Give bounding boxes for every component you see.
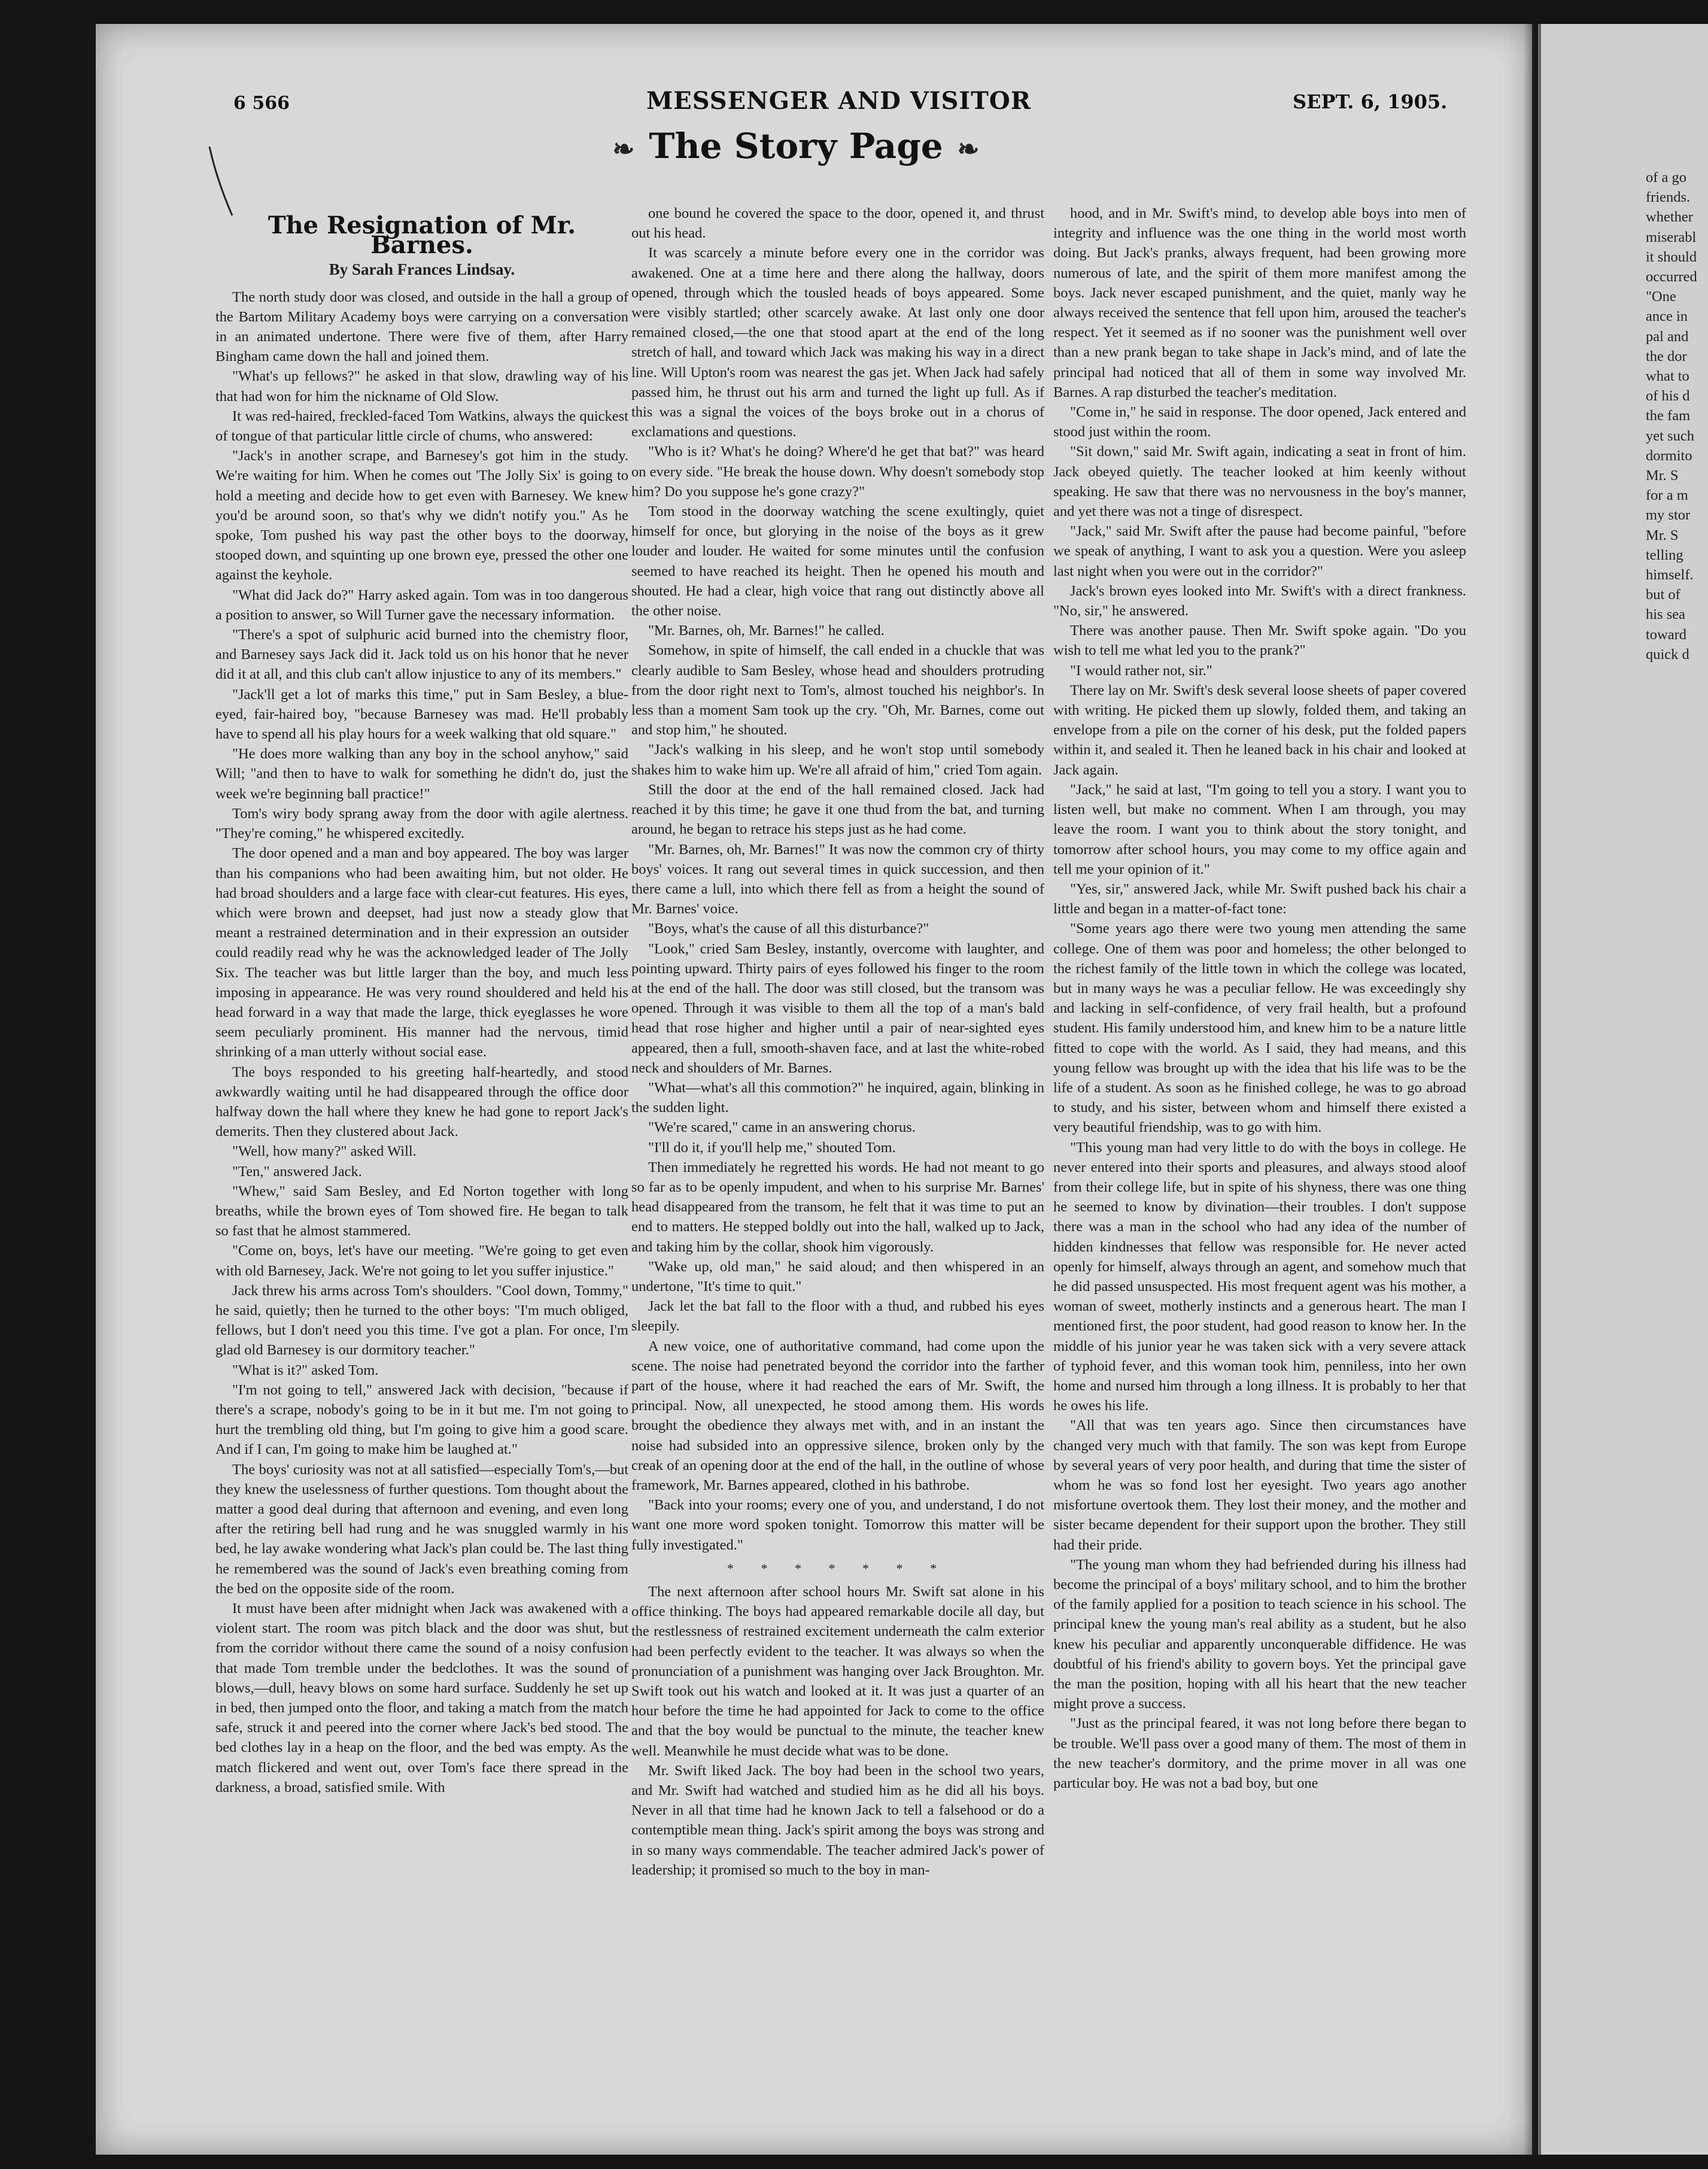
paragraph: "There's a spot of sulphuric acid burned into the chemistry floor, and Barnesey says Jack did it. Jack told us on his honor that he never did it at all, and this club can't allow injustice to any of its members." bbox=[215, 627, 628, 683]
article-column-2 bbox=[631, 203, 1044, 2143]
fragment-line: Mr. S bbox=[1646, 467, 1679, 484]
paragraph: There lay on Mr. Swift's desk several loose sheets of paper covered with writing. He picked them up slowly, folded them, and taking an envelope from a pile on the corner of his desk, put the folded papers within it, and sealed it. Then he leaned back in his chair and looked at Jack again. bbox=[1053, 682, 1466, 778]
story-title: The Resignation of Mr. Barnes. bbox=[268, 211, 576, 260]
fragment-line: friends. bbox=[1646, 189, 1691, 206]
paragraph: Tom stood in the doorway watching the scene exultingly, quiet himself for once, but glorying in the noise of the boys as it grew louder and louder. He waited for some minutes until the confusion seemed to have reached its height. Then he opened his mouth and shouted. He had a clear, high voice that rang out distinctly above all the other noise. bbox=[631, 503, 1044, 619]
fragment-line: miserabl bbox=[1646, 229, 1697, 245]
paragraph: "Mr. Barnes, oh, Mr. Barnes!" he called. bbox=[648, 622, 885, 639]
fragment-line: whether bbox=[1646, 209, 1693, 226]
page-number: 6 566 bbox=[233, 93, 290, 114]
paragraph: It was red-haired, freckled-faced Tom Watkins, always the quickest of tongue of that particular little circle of chums, who answered: bbox=[215, 408, 628, 445]
paragraph: "Jack," said Mr. Swift after the pause had become painful, "before we speak of anything, I want to ask you a question. Were you asleep last night when you were out in the corridor?" bbox=[1053, 523, 1466, 579]
fragment-line: toward bbox=[1646, 626, 1687, 643]
issue-date: SEPT. 6, 1905. bbox=[1293, 90, 1448, 113]
paragraph: "What—what's all this commotion?" he inquired, again, blinking in the sudden light. bbox=[631, 1079, 1044, 1116]
paragraph: Then immediately he regretted his words. He had not meant to go so far as to be openly impudent, and when to his surprise Mr. Barnes' head disappeared from the transom, he felt that it was time to put an end to matters. He stepped boldly out into the hall, walked up to Jack, and taking him by the collar, shook him vigorously. bbox=[631, 1159, 1044, 1255]
article-column-1 bbox=[215, 203, 628, 2143]
fragment-line: Mr. S bbox=[1646, 527, 1679, 543]
paragraph: "Sit down," said Mr. Swift again, indicating a seat in front of him. Jack obeyed quietly. The teacher looked at him keenly without speaking. He saw that there was no nervousness in the boy's manner, and yet there was not a tinge of disrespect. bbox=[1053, 443, 1466, 520]
fragment-line: the fam bbox=[1646, 408, 1691, 424]
fragment-line: of a go bbox=[1646, 169, 1687, 186]
fragment-line: "One bbox=[1646, 288, 1676, 305]
paragraph: Somehow, in spite of himself, the call ended in a chuckle that was clearly audible to Sam Besley, whose head and shoulders protruding from the door right next to Tom's, almost touched his neighbor's. In less than a moment Sam took up the cry. "Oh, Mr. Barnes, come out and stop him," he shouted. bbox=[631, 642, 1044, 739]
adjacent-page-column-fragment bbox=[1646, 168, 1706, 2143]
paragraph: "Well, how many?" asked Will. bbox=[232, 1143, 417, 1160]
paragraph: "Some years ago there were two young men attending the same college. One of them was poor and homeless; the other belonged to the richest family of the little town in which the college was located, but in many ways he was a peculiar fellow. He was exceedingly shy and lacking in self-confidence, of very frail health, but a profound student. His family understood him, and knew him to be a nature little fitted to cope with the world. As I said, they had means, and this young fellow was brought up with the idea that his life was to be the life of a student. As soon as he finished college, he was to go abroad to study, and his sister, between whom and himself there existed a very beautiful friendship, was to go with him. bbox=[1053, 921, 1466, 1136]
paragraph: "Jack," he said at last, "I'm going to tell you a story. I want you to listen well, but make no comment. When I am through, you may leave the room. I want you to think about the story tonight, and tomorrow after school hours, you may come to my office again and tell me your opinion of it." bbox=[1053, 781, 1466, 877]
paragraph: "Whew," said Sam Besley, and Ed Norton together with long breaths, while the brown eyes of Tom showed fire. He began to talk so fast that he almost stammered. bbox=[215, 1183, 628, 1240]
fragment-line: himself. bbox=[1646, 567, 1694, 584]
paragraph: The door opened and a man and boy appeared. The boy was larger than his companions who had been awaiting him, but not older. He had broad shoulders and a large face with clear-cut features. His eyes, which were brown and deepset, had just now a steady glow that meant a restrained determination and in their expression an outsider could readily read why he was the acknowledged leader of The Jolly Six. The teacher was but little larger than the boy, and much less imposing in appearance. He was very round shouldered and held his head forward in a way that made the large, thick eyeglasses he wore seem peculiarly prominent. His manner had the nervous, timid shrinking of a man utterly without social ease. bbox=[215, 845, 628, 1061]
paragraph: "I'm not going to tell," answered Jack with decision, "because if there's a scrape, nobody's going to be in it but me. I'm not going to hurt the trembling old thing, but I'm going to give him a good scare. And if I can, I'm going to make him be laughed at." bbox=[215, 1381, 628, 1458]
paragraph: The north study door was closed, and outside in the hall a group of the Bartom Military Academy boys were carrying on a conversation in an animated undertone. There were five of them, after Harry Bingham came down the hall and joined them. bbox=[215, 288, 628, 365]
paragraph: "What is it?" asked Tom. bbox=[232, 1362, 379, 1378]
fragment-line: it should bbox=[1646, 248, 1697, 265]
paragraph: "Yes, sir," answered Jack, while Mr. Swift pushed back his chair a little and began in a matter-of-fact tone: bbox=[1053, 880, 1466, 918]
fragment-line: what to bbox=[1646, 368, 1689, 385]
section-title-text: The Story Page bbox=[649, 126, 943, 166]
fragment-line: the dor bbox=[1646, 348, 1687, 364]
paragraph: "Wake up, old man," he said aloud; and then whispered in an undertone, "It's time to quit." bbox=[631, 1258, 1044, 1295]
paragraph: "Come on, boys, let's have our meeting. "We're going to get even with old Barnesey, Jack. We're not going to let you suffer injustice." bbox=[215, 1243, 628, 1279]
fragment-line: of his d bbox=[1646, 388, 1690, 405]
paragraph: "What did Jack do?" Harry asked again. Tom was in too dangerous a position to answer, so Will Turner gave the necessary information. bbox=[215, 587, 628, 623]
paragraph: hood, and in Mr. Swift's mind, to develop able boys into men of integrity and influence was the one thing in the world most worth doing. But Jack's pranks, always frequent, had been growing more numerous of late, and the spirit of them more manifest among the boys. Jack never escaped punishment, and the quiet, manly way he always received the sentence that fell upon him, aroused the teacher's respect. Yet it seemed as if no sooner was the punishment well over than a new prank began to take shape in Jack's mind, and of late the principal had noticed that all of them in some way involved Mr. Barnes. A rap disturbed the teacher's meditation. bbox=[1053, 205, 1466, 400]
paragraph: "What's up fellows?" he asked in that slow, drawling way of his that had won for him the nickname of Old Slow. bbox=[215, 368, 628, 405]
fragment-line: for a m bbox=[1646, 487, 1688, 504]
fragment-line: dormito bbox=[1646, 447, 1692, 464]
paragraph: There was another pause. Then Mr. Swift spoke again. "Do you wish to tell me what led you to the prank?" bbox=[1053, 622, 1466, 659]
paragraph: Still the door at the end of the hall remained closed. Jack had reached it by this time; he gave it one thud from the bat, and turning around, he began to retrace his steps just as he had come. bbox=[631, 781, 1044, 838]
paragraph: Tom's wiry body sprang away from the door with agile alertness. "They're coming," he whispered excitedly. bbox=[215, 805, 628, 842]
right-ornament-icon: ❧ bbox=[957, 134, 980, 165]
section-title bbox=[586, 126, 1005, 180]
fragment-line: but of bbox=[1646, 587, 1680, 603]
paragraph: "Look," cried Sam Besley, instantly, overcome with laughter, and pointing upward. Thirty pairs of eyes followed his finger to the room at the end of the hall. The door was still closed, but the transom was opened. Through it was visible to them all the top of a man's bald head that rose higher and higher until a pair of near-sighted eyes appeared, then a full, smooth-shaven face, and at last the white-robed neck and shoulders of Mr. Barnes. bbox=[631, 940, 1044, 1076]
story-byline: By Sarah Frances Lindsay. bbox=[329, 260, 515, 279]
paragraph: "We're scared," came in an answering chorus. bbox=[648, 1119, 916, 1136]
article-column-3 bbox=[1053, 203, 1466, 2143]
left-ornament-icon: ❧ bbox=[612, 134, 635, 165]
paragraph: Jack threw his arms across Tom's shoulders. "Cool down, Tommy," he said, quietly; then he turned to the other boys: "I'm much obliged, fellows, but I don't need you this time. I've got a plan. For once, I'm glad old Barnesey is our dormitory teacher." bbox=[215, 1282, 628, 1359]
paragraph: "Ten," answered Jack. bbox=[232, 1163, 362, 1180]
paragraph: "Jack's walking in his sleep, and he won't stop until somebody shakes him to wake him up. We're all afraid of him," cried Tom again. bbox=[631, 742, 1044, 778]
paragraph: "Who is it? What's he doing? Where'd he get that bat?" was heard on every side. "He break the house down. Why doesn't somebody stop him? Do you suppose he's gone crazy?" bbox=[631, 443, 1044, 500]
paragraph: The next afternoon after school hours Mr. Swift sat alone in his office thinking. The boys had appeared remarkable docile all day, but the restlessness of restrained excitement underneath the calm exterior had been perfectly evident to the teacher. It was always so when the pronunciation of a punishment was hanging over Jack Broughton. Mr. Swift took out his watch and looked at it. It was just a quarter of an hour before the time he had appointed for Jack to come to the office and that the boy would be punctual to the minute, the teacher knew well. Meanwhile he must decide what was to be done. bbox=[631, 1584, 1044, 1759]
fragment-line: occurred bbox=[1646, 269, 1697, 285]
paragraph: "Jack'll get a lot of marks this time," put in Sam Besley, a blue-eyed, fair-haired boy, "because Barnesey was mad. He'll probably have to spend all his play hours for a week walking that old square." bbox=[215, 686, 628, 743]
fragment-line: ance in bbox=[1646, 308, 1688, 325]
paragraph: "The young man whom they had befriended during his illness had become the principal of a boys' military school, and to him the brother of the family applied for a position to teach science in his school. The principal knew the young man's real ability as a student, but he also knew his peculiar and apparently unconquerable diffidence. He was doubtful of his friend's ability to govern boys. Yet the principal gave the man the position, hoping with all his heart that the new teacher might prove a success. bbox=[1053, 1556, 1466, 1712]
fragment-line: telling bbox=[1646, 546, 1683, 563]
paragraph: "Boys, what's the cause of all this disturbance?" bbox=[648, 921, 929, 937]
paragraph: "This young man had very little to do with the boys in college. He never entered into their sports and pleasures, and always stood aloof from their college life, but in spite of his shyness, there was one thing he seemed to know by divination—their troubles. I don't suppose there was a man in the school who had any idea of the number of hidden kindnesses that fellow was responsible for. He never acted openly for himself, always through an agent, and somehow much that he did passed unsuspected. His most frequent agent was his mother, a woman of sweet, motherly instincts and a generous heart. The man I mentioned first, the poor student, had good reason to know her. In the middle of his junior year he was taken sick with a very severe attack of typhoid fever, and this woman took him, penniless, into her own home and nursed him through a long illness. It is probably to her that he owes his life. bbox=[1053, 1139, 1466, 1414]
paragraph: one bound he covered the space to the door, opened it, and thrust out his head. bbox=[631, 205, 1044, 242]
paragraph: "All that was ten years ago. Since then circumstances have changed very much with that family. The son was kept from Europe by several years of very poor health, and during that time the sister of whom he was so fond lost her eyesight. Two years ago another misfortune overtook them. They lost their money, and the mother and sister became dependent for their support upon the brother. They still had their pride. bbox=[1053, 1417, 1466, 1553]
paragraph: "Just as the principal feared, it was not long before there began to be trouble. We'll pass over a good many of them. The most of them in the new teacher's dormitory, and the prime mover in all was one particular boy. He was not a bad boy, but one bbox=[1053, 1715, 1466, 1792]
paragraph: "He does more walking than any boy in the school anyhow," said Will; "and then to have to walk for something he didn't do, just the week we're beginning ball practice!" bbox=[215, 746, 628, 802]
page-fold-shadow bbox=[1523, 24, 1541, 2155]
paragraph: Mr. Swift liked Jack. The boy had been in the school two years, and Mr. Swift had watched and studied him as he did all his boys. Never in all that time had he known Jack to tell a falsehood or do a contemptible mean thing. Jack's spirit among the boys was strong and in so many ways commendable. The teacher admired Jack's power of leadership; it promised so much to the boy in man- bbox=[631, 1762, 1044, 1878]
paragraph: "I'll do it, if you'll help me," shouted Tom. bbox=[648, 1139, 896, 1156]
fragment-line: yet such bbox=[1646, 427, 1694, 444]
fragment-line: my stor bbox=[1646, 507, 1691, 524]
paragraph: "Jack's in another scrape, and Barnesey's got him in the study. We're waiting for him. When he comes out 'The Jolly Six' is going to hold a meeting and decide how to get even with Barnesey. We knew you'd be around soon, so that's why we didn't notify you." As he spoke, Tom pushed his way past the other boys to the doorway, stooped down, and squinting up one brown eye, pressed the other one against the keyhole. bbox=[215, 448, 628, 584]
paragraph: "Back into your rooms; every one of you, and understand, I do not want one more word spoken tonight. Tomorrow this matter will be fully investigated." bbox=[631, 1497, 1044, 1553]
paragraph: Jack let the bat fall to the floor with a thud, and rubbed his eyes sleepily. bbox=[631, 1298, 1044, 1335]
paragraph: "Mr. Barnes, oh, Mr. Barnes!" It was now the common cry of thirty boys' voices. It rang out several times in quick succession, and then there came a lull, into which there fell as from a height the sound of Mr. Barnes' voice. bbox=[631, 841, 1044, 918]
paragraph: A new voice, one of authoritative command, had come upon the scene. The noise had penetrated beyond the corridor into the farther part of the house, where it had reached the ears of Mr. Swift, the principal. Now, all unexpected, he stood among them. His words brought the obedience they always met with, and in an instant the noise had subsided into an oppressive silence, broken only by the creak of an opening door at the end of the hall, in the outline of whose framework, Mr. Barnes appeared, clothed in his bathrobe. bbox=[631, 1338, 1044, 1493]
fragment-line: his sea bbox=[1646, 606, 1685, 623]
paragraph: "I would rather not, sir." bbox=[1070, 662, 1212, 679]
paragraph: Jack's brown eyes looked into Mr. Swift's with a direct frankness. "No, sir," he answered. bbox=[1053, 582, 1466, 619]
fragment-line: pal and bbox=[1646, 328, 1689, 345]
paragraph: The boys' curiosity was not at all satisfied—especially Tom's,—but they knew the uselessness of further questions. Tom thought about the matter a good deal during that afternoon and evening, and even long after the retiring bell had rung and he was snuggled warmly in his bed, he lay awake wondering what Jack's plan could be. The last thing he remembered was the sound of Jack's even breathing coming from the bed on the opposite side of the room. bbox=[215, 1461, 628, 1597]
paragraph: It must have been after midnight when Jack was awakened with a violent start. The room was pitch black and the door was shut, but from the corridor without there came the sound of a noisy confusion that made Tom tremble under the bedclothes. It was the sound of blows,—dull, heavy blows on some hard surface. Suddenly he set up in bed, then jumped onto the floor, and taking a match from the match safe, struck it and peered into the corner where Jack's bed stood. The bed clothes lay in a heap on the floor, and the bed was empty. As the match flickered and went out, over Tom's face there spread in the darkness, a broad, satisfied smile. With bbox=[215, 1600, 628, 1796]
section-divider: * * * * * * * bbox=[727, 1560, 949, 1576]
paragraph: "Come in," he said in response. The door opened, Jack entered and stood just within the room. bbox=[1053, 404, 1466, 441]
running-head bbox=[120, 87, 1526, 117]
paragraph: It was scarcely a minute before every one in the corridor was awakened. One at a time here and there along the hallway, doors opened, through which the tousled heads of boys appeared. Some were visibly startled; other scarcely awake. At last only one door remained closed,—the one that stood apart at the end of the long stretch of hall, and toward which Jack was making his way in a direct line. Will Upton's room was nearest the gas jet. When Jack had safely passed him, he thrust out his arm and turned the light up full. As if this was a signal the voices of the boys broke out in a chorus of exclamations and questions. bbox=[631, 245, 1044, 441]
fragment-line: quick d bbox=[1646, 646, 1689, 663]
paragraph: The boys responded to his greeting half-heartedly, and stood awkwardly waiting until he had disappeared through the office door halfway down the hall where they knew he had gone to report Jack's demerits. Then they clustered about Jack. bbox=[215, 1064, 628, 1140]
publication-title: MESSENGER AND VISITOR bbox=[646, 87, 1031, 115]
